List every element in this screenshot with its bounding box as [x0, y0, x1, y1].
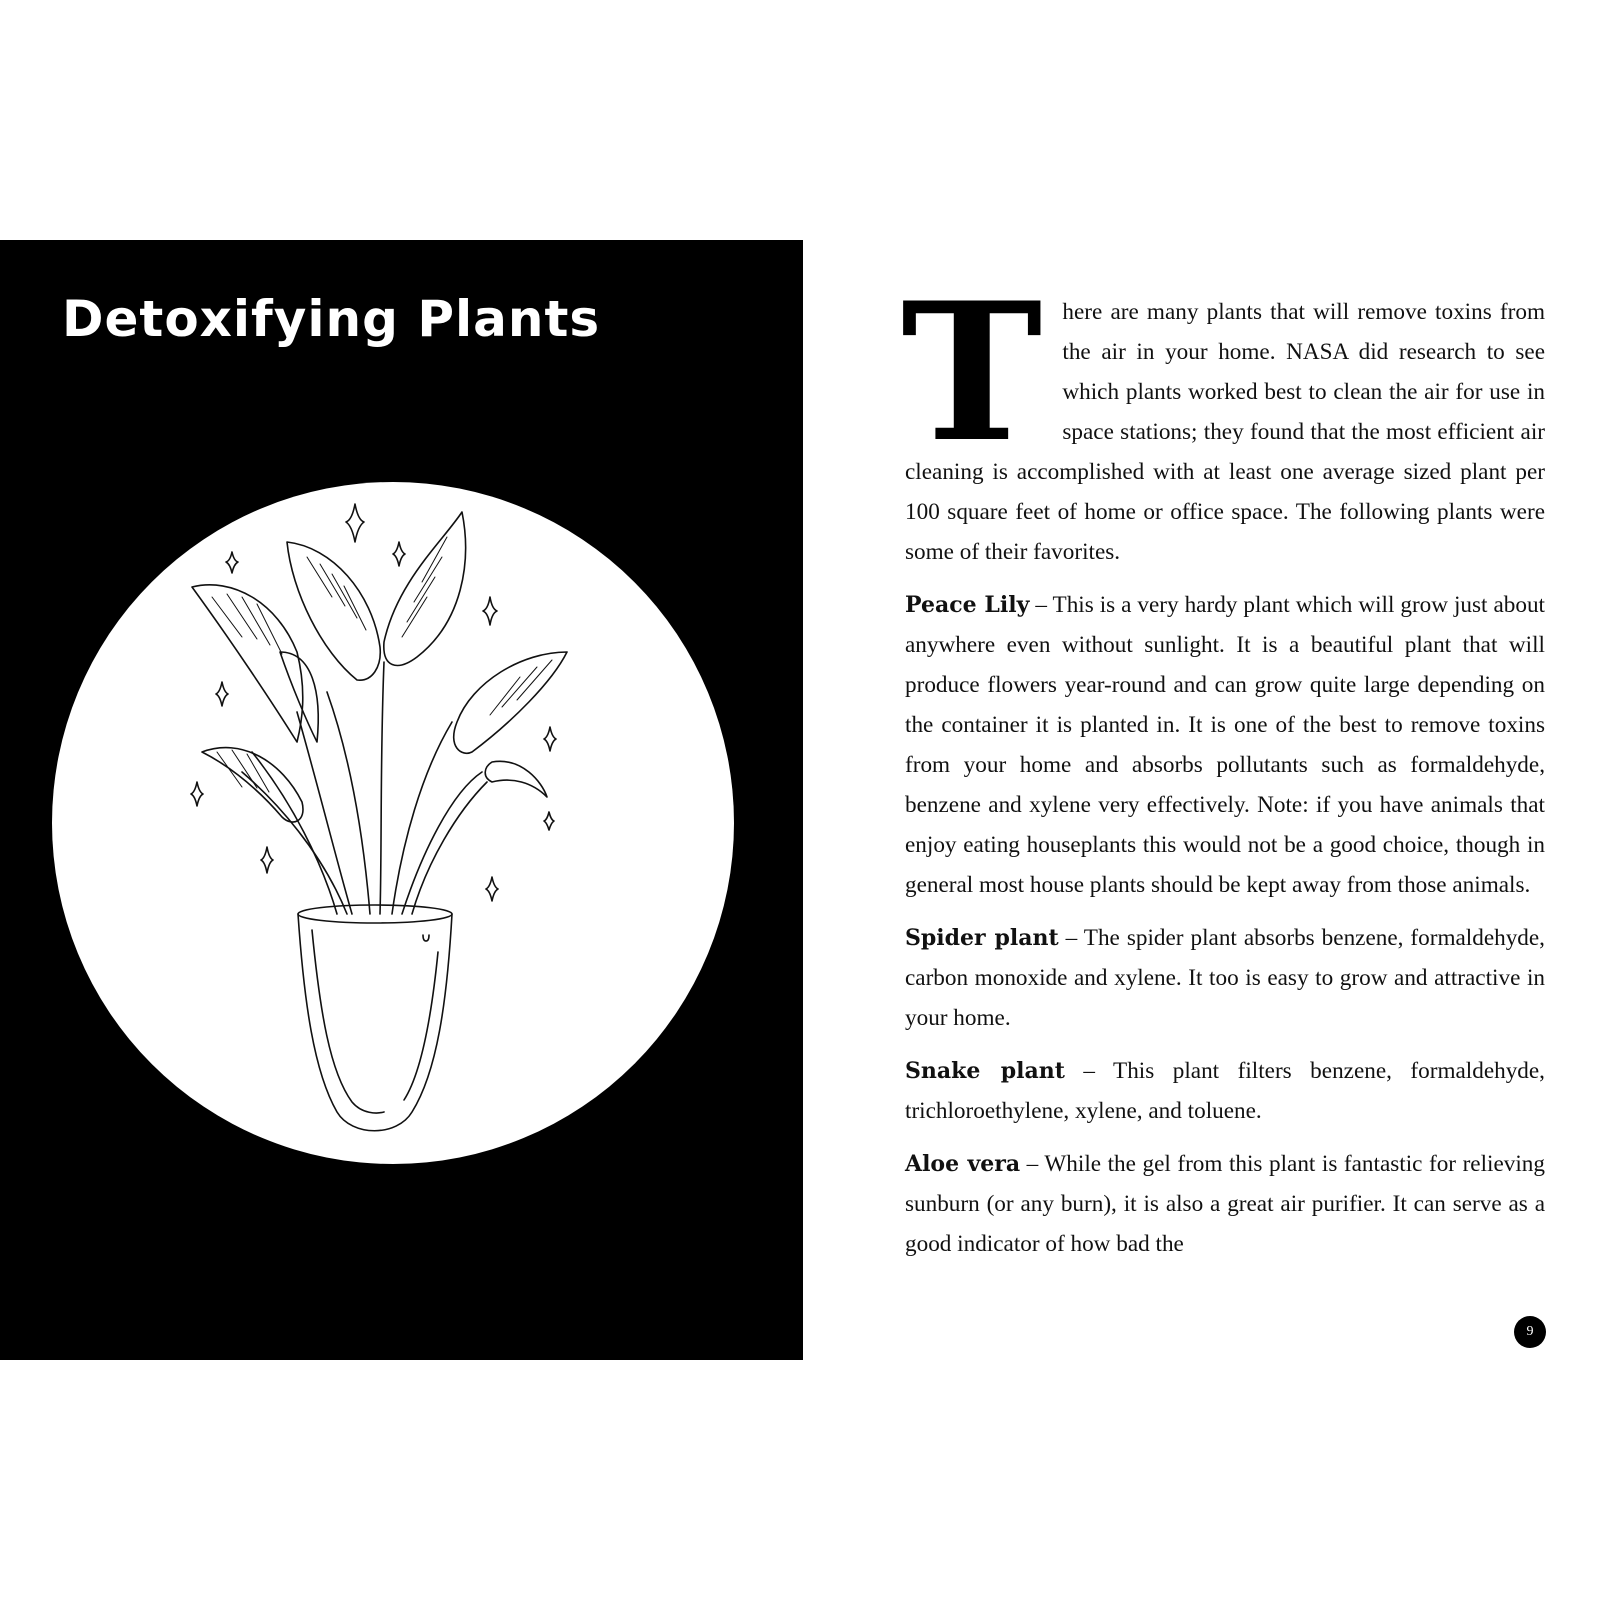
intro-text: here are many plants that will remove toxins from the air in your home. NASA did research to see which plants worked best to clean the air for use in space stations; they found that the most efficient air cleaning is accomplished with at least one average sized plant per 100 square feet of home or office space. The following plants were some of their favorites. — [905, 299, 1545, 565]
stems — [242, 662, 487, 914]
entry-name: Aloe vera — [905, 1151, 1021, 1177]
entry-text: This is a very hardy plant which will grow just about anywhere even without sunlight. It is a beautiful plant that will produce flowers year-round and can grow quite large depending on the container it is planted in. It is one of the best to remove toxins from your home and absorbs pollutants such as formaldehyde, benzene and xylene very effectively. Note: if you have animals that enjoy eating houseplants this would not be a good choice, though in general most house plants should be kept away from those animals. — [905, 592, 1545, 898]
entry-separator: – — [1020, 1151, 1045, 1177]
entry-snake-plant — [905, 1051, 1545, 1131]
drop-cap: T — [901, 261, 1043, 484]
entry-name: Spider plant — [905, 925, 1059, 951]
page-number-badge: 9 — [1514, 1316, 1546, 1348]
entry-peace-lily — [905, 585, 1545, 905]
entry-name: Peace Lily — [905, 592, 1030, 618]
entry-aloe-vera — [905, 1144, 1545, 1264]
entry-separator: – — [1029, 592, 1053, 618]
entry-text: While the gel from this plant is fantastic for relieving sunburn (or any burn), it is also a great air purifier. It can serve as a good indicator of how bad the — [905, 1151, 1545, 1257]
entry-text: This plant filters benzene, formaldehyde, trichloroethylene, xylene, and toluene. — [905, 1058, 1545, 1124]
pot-icon — [298, 905, 452, 1131]
left-page — [0, 240, 803, 1360]
entry-text: The spider plant absorbs benzene, formaldehyde, carbon monoxide and xylene. It too is easy to grow and attractive in your home. — [905, 925, 1545, 1031]
entry-separator: – — [1064, 1058, 1114, 1084]
article-body — [901, 261, 1545, 1277]
entry-name: Snake plant — [905, 1058, 1065, 1084]
page-title: Detoxifying Plants — [62, 290, 601, 348]
potted-plant-illustration — [52, 482, 734, 1164]
entry-spider-plant — [905, 918, 1545, 1038]
intro-paragraph — [901, 261, 1545, 572]
entry-separator: – — [1058, 925, 1084, 951]
illustration-circle — [52, 482, 734, 1164]
sparkle-icons — [191, 504, 556, 901]
